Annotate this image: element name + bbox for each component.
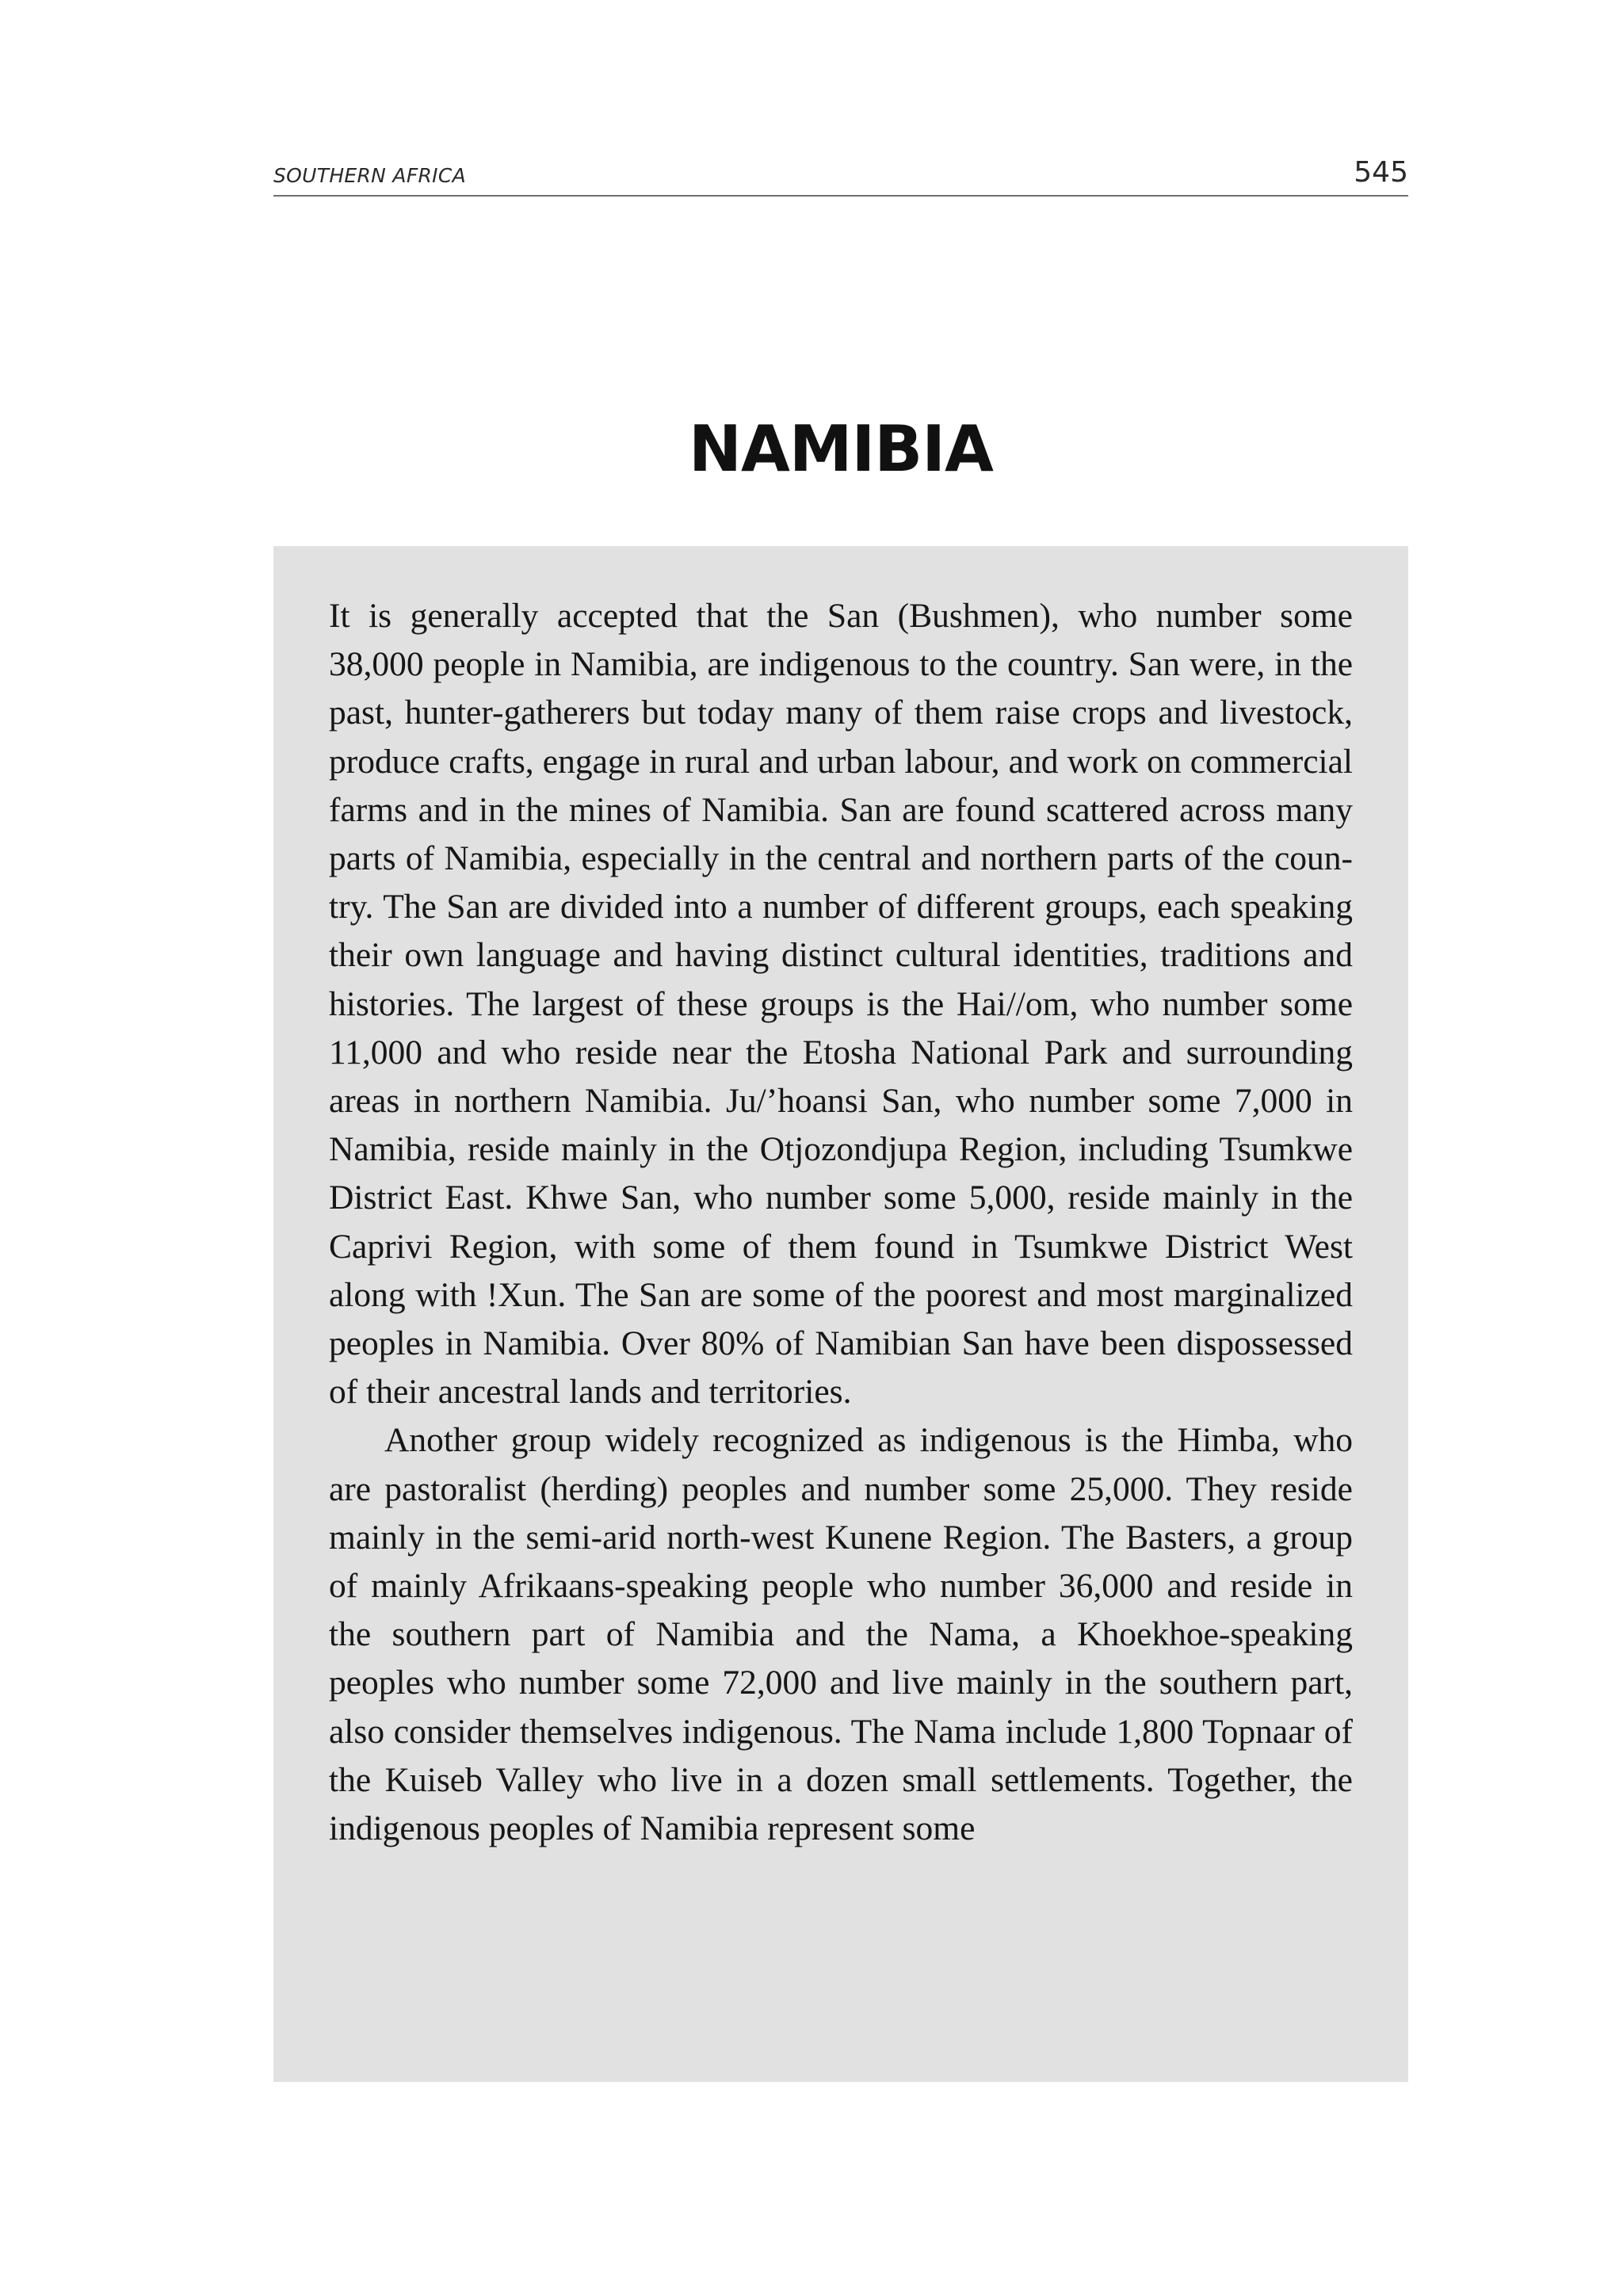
running-header-section: SOUTHERN AFRICA [273, 164, 467, 187]
running-header [273, 155, 1408, 197]
intro-paragraph-2: Another group widely recognized as indigenous is the Himba, who are pastoralist (herding) peoples and number some 25,000. They reside mainly in the semi-arid north-west Kunene Region. The Basters, a group of mainly Afrikaans-speaking people who number 36,000 and reside in the southern part of Namibia and the Nama, a Khoekhoe-speaking peoples who number some 72,000 and live mainly in the southern part, also consider themselves indigenous. The Nama include 1,800 Topnaar of the Kuiseb Valley who live in a dozen small settlements. Together, the indigenous peoples of Namibia represent some [329, 1421, 1353, 1848]
intro-paragraph-1: It is generally accepted that the San (Bushmen), who number some 38,000 people in Namibia, are indigenous to the country. San were, in the past, hunter-gatherers but today many of them raise crops and livestock, produce crafts, engage in rural and urban labour, and work on commercial farms and in the mines of Namibia. San are found scattered across many parts of Namibia, especially in the central and northern parts of the country. The San are divided into a number of different groups, each speaking their own language and having distinct cultural identities, traditions and histories. The largest of these groups is the Hai//om, who number some 11,000 and who reside near the Etosha National Park and surrounding areas in northern Namibia. Ju/’hoansi San, who number some 7,000 in Namibia, reside mainly in the Otjozondjupa Region, including Tsumkwe District East. Khwe San, who number some 5,000, reside mainly in the Caprivi Region, with some of them found in Tsumkwe District West along with !Xun. The San are some of the poorest and most marginalized peoples in Namibia. Over 80% of Namibian San have been dispossessed of their ancestral lands and territories. [329, 597, 1353, 1412]
page-number: 545 [1354, 156, 1408, 189]
intro-box [273, 546, 1408, 2082]
chapter-title: NAMIBIA [689, 412, 993, 486]
